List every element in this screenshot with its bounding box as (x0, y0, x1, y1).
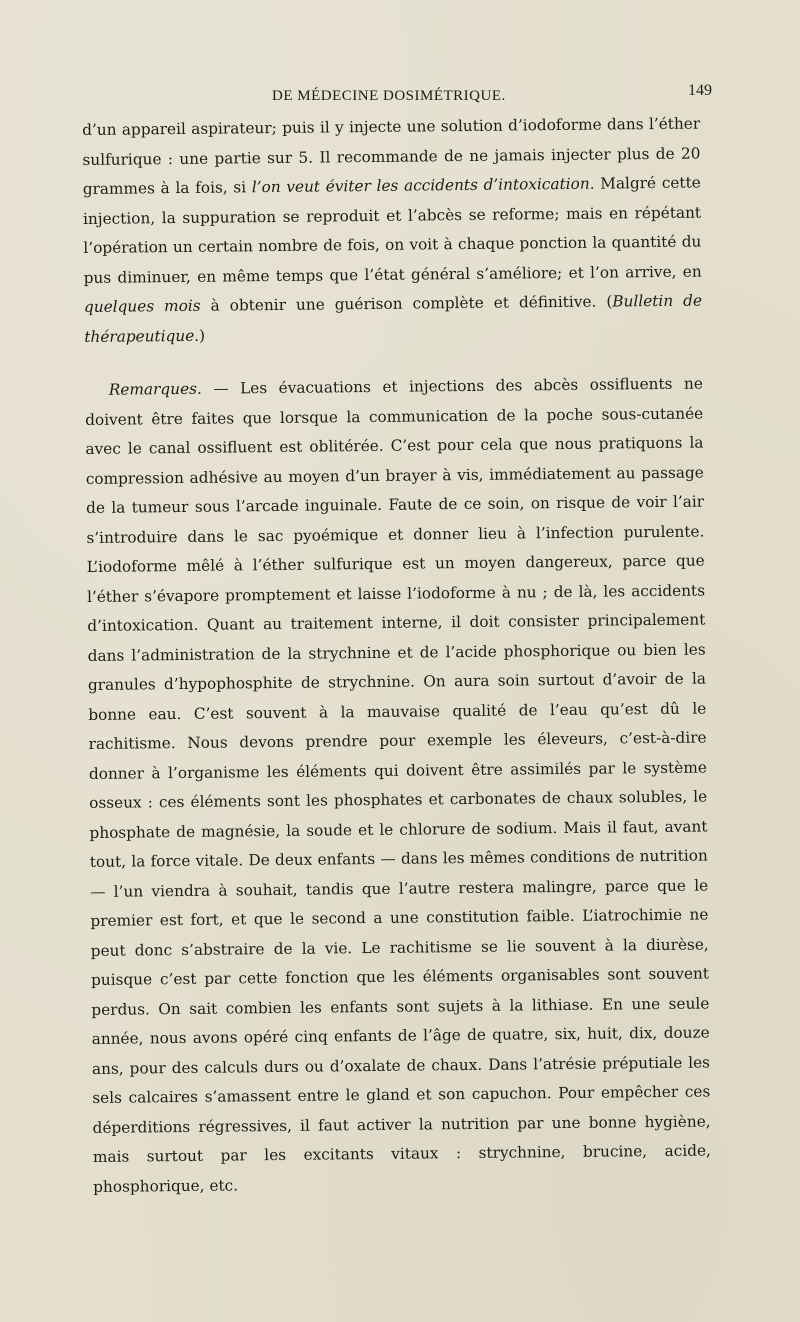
source-citation: Bulletin de thérapeutique. (84, 291, 703, 346)
paragraph-text: Malgré cette injection, la suppuration se reproduit et l’abcès se reforme; mais en répétant l’opération un certain nombre de fois, on voit à chaque ponction la quantité du pus diminuer, en même temps que l’état général s’améliore; et l’on arrive, en (82, 173, 702, 287)
running-head (82, 82, 712, 110)
paragraph-text: à obtenir une guérison complète et définitive. ( (200, 292, 613, 315)
paragraph-remarques (85, 370, 712, 1202)
page-number: 149 (688, 82, 712, 99)
running-title: DE MÉDECINE DOSIMÉTRIQUE. (272, 88, 506, 104)
italic-phrase: l’on veut éviter les accidents d’intoxication. (251, 174, 595, 197)
remarques-label: Remarques. (108, 379, 202, 399)
paragraph-text: d’un appareil aspirateur; puis il y injecte une solution d’iodoforme dans l’éther sulfurique : une partie sur 5. Il recommande de ne jamais injecter plus de 20 grammes à la fois, si (82, 114, 701, 198)
body-text (82, 110, 711, 1202)
italic-phrase: quelques mois (83, 296, 201, 316)
paragraph-continuation (82, 110, 702, 352)
paragraph-text: ) (198, 326, 206, 345)
paragraph-text: — Les évacuations et injections des abcès ossifluents ne doivent être faites que lorsque la communication de la poche sous-cutanée avec le canal ossifluent est oblitérée. C’est pour cela que nous pratiquons la compression adhésive au moyen d’un brayer à vis, immédiatement au passage de la tumeur sous l’arcade inguinale. Faute de ce soin, on risque de voir l’air s’introduire dans le sac pyoémique et donner lieu à l’infection purulente. L’iodoforme mêlé à l’éther sulfurique est un moyen dangereux, parce que l’éther s’évapore promptement et laisse l’iodoforme à nu ; de là, les accidents d’intoxication. Quant au traitement interne, il doit consister principalement dans l’administration de la strychnine et de l’acide phosphorique ou bien les granules d’hypophosphite de strychnine. On aura soin surtout d’avoir de la bonne eau. C’est souvent à la mauvaise qualité de l’eau qu’est dû le rachitisme. Nous devons prendre pour exemple les éleveurs, c’est-à-dire donner à l’organisme les éléments qui doivent être assimilés par le système osseux : ces éléments sont les phosphates et carbonates de chaux solubles, le phosphate de magnésie, la soude et le chlorure de sodium. Mais il faut, avant tout, la force vitale. De deux enfants — dans les mêmes conditions de nutrition — l’un viendra à souhait, tandis que l’autre restera malingre, parce que le premier est fort, et que le second a une constitution faible. L’iatrochimie ne peut donc s’abstraire de la vie. Le rachitisme se lie souvent à la diurèse, puisque c’est par cette fonction que les éléments organisables sont souvent perdus. On sait combien les enfants sont sujets à la lithiase. En une seule année, nous avons opéré cinq enfants de l’âge de quatre, six, huit, dix, douze ans, pour des calculs durs ou d’oxalate de chaux. Dans l’atrésie préputiale les sels calcaires s’amassent entre le gland et son capuchon. Pour empêcher ces déperditions régressives, il faut activer la nutrition par une bonne hygiène, mais surtout par les excitants vitaux : strychnine, brucine, acide, phosphorique, etc. (85, 374, 711, 1196)
